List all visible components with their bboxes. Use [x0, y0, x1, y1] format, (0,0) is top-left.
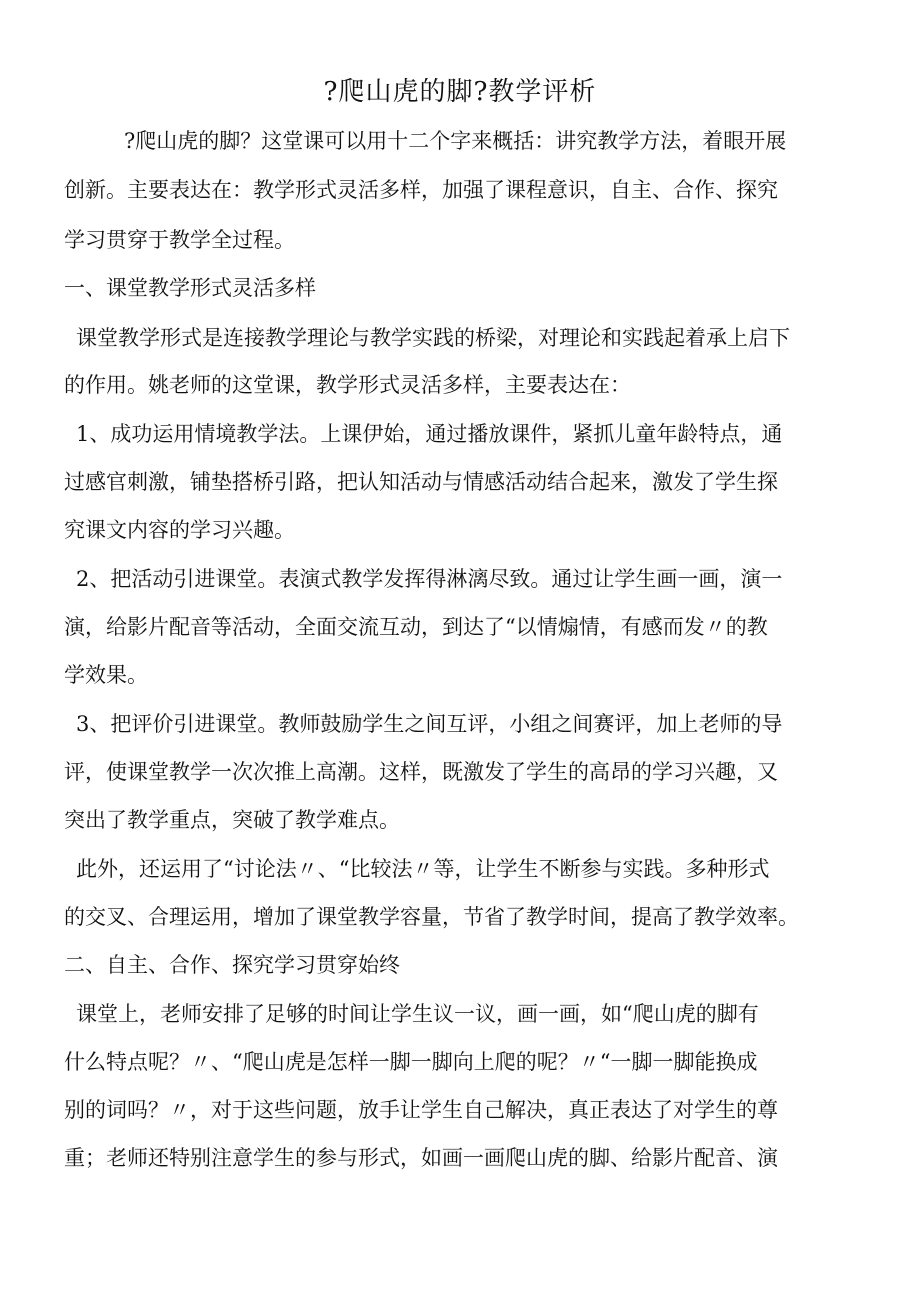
list-item-line: 突出了教学重点，突破了教学难点。	[64, 808, 400, 832]
list-item-line: 评，使课堂教学一次次推上高潮。这样，既激发了学生的高昂的学习兴趣，又	[64, 760, 778, 784]
list-item-line: 1、成功运用情境教学法。上课伊始，通过播放课件，紧抓儿童年龄特点，通	[76, 422, 783, 446]
list-item-line: 过感官刺激，铺垫搭桥引路，把认知活动与情感活动结合起来，激发了学生探	[64, 470, 778, 494]
section-heading: 一、课堂教学形式灵活多样	[64, 276, 316, 300]
paragraph-line: 别的词吗？〃，对于这些问题，放手让学生自己解决，真正表达了对学生的尊	[64, 1098, 778, 1122]
paragraph-line: 课堂上，老师安排了足够的时间让学生议一议，画一画，如“爬山虎的脚有	[76, 1002, 759, 1026]
section-heading: 二、自主、合作、探究学习贯穿始终	[64, 953, 400, 977]
list-item-line: 3、把评价引进课堂。教师鼓励学生之间互评，小组之间赛评，加上老师的导	[76, 712, 783, 736]
paragraph-line: 学习贯穿于教学全过程。	[64, 228, 295, 252]
document-title: ?爬山虎的脚?教学评析	[323, 77, 597, 107]
list-item-line: 演，给影片配音等活动，全面交流互动，到达了“以情煽情，有感而发〃的教	[64, 615, 768, 639]
paragraph-line: ?爬山虎的脚？这堂课可以用十二个字来概括：讲究教学方法，着眼开展	[124, 129, 787, 153]
paragraph-line: 创新。主要表达在：教学形式灵活多样，加强了课程意识，自主、合作、探究	[64, 178, 778, 202]
paragraph-line: 课堂教学形式是连接教学理论与教学实践的桥梁，对理论和实践起着承上启下	[76, 326, 790, 350]
paragraph-line: 重；老师还特别注意学生的参与形式，如画一画爬山虎的脚、给影片配音、演	[64, 1146, 778, 1170]
list-item-line: 学效果。	[64, 663, 148, 687]
list-item-line: 2、把活动引进课堂。表演式教学发挥得淋漓尽致。通过让学生画一画，演一	[76, 567, 783, 591]
paragraph-line: 的交叉、合理运用，增加了课堂教学容量，节省了教学时间，提高了教学效率。	[64, 905, 799, 929]
paragraph-line: 什么特点呢？〃、“爬山虎是怎样一脚一脚向上爬的呢？〃“一脚一脚能换成	[64, 1050, 758, 1074]
paragraph-line: 的作用。姚老师的这堂课，教学形式灵活多样，主要表达在：	[64, 373, 631, 397]
paragraph-line: 此外，还运用了“讨论法〃、“比较法〃等，让学生不断参与实践。多种形式	[76, 857, 770, 881]
list-item-line: 究课文内容的学习兴趣。	[64, 518, 295, 542]
